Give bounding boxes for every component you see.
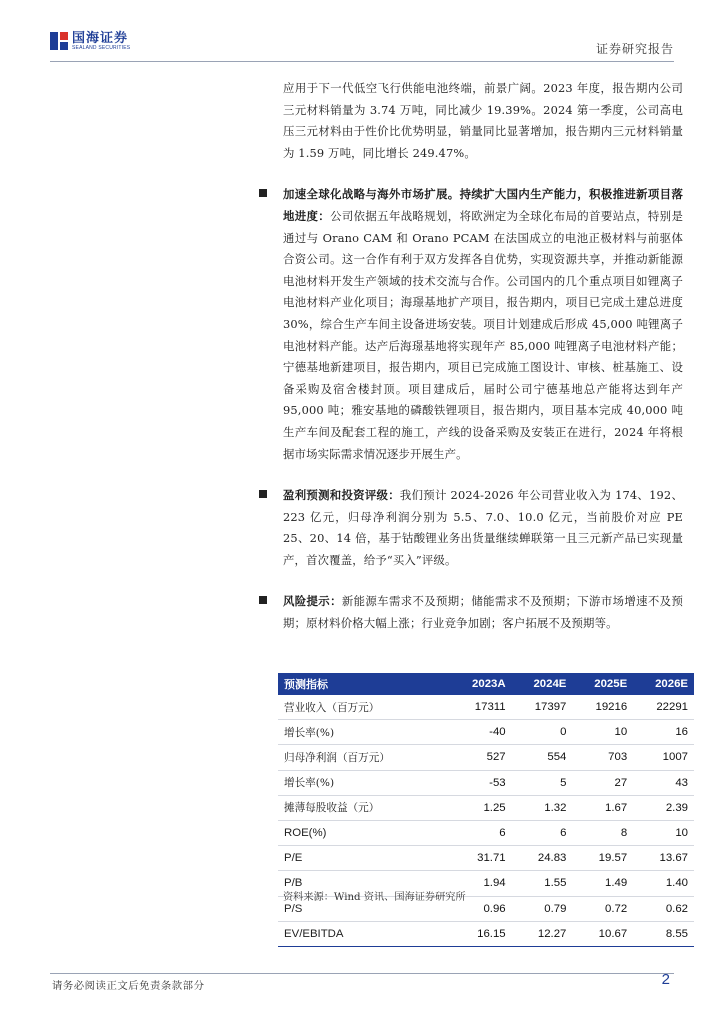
globalization-heading: 加速全球化战略与海外市场扩展。持续扩大国内生产能力，积极推进新项目落地进度： — [283, 187, 683, 223]
table-cell-value: 1.25 — [450, 795, 512, 820]
table-header-cell: 2024E — [512, 673, 573, 695]
bullet-globalization — [283, 184, 683, 465]
table-cell-value: 0.72 — [572, 896, 633, 921]
table-cell-value: 0.96 — [450, 896, 512, 921]
footer-disclaimer: 请务必阅读正文后免责条款部分 — [52, 980, 205, 992]
table-cell-value: 22291 — [633, 695, 694, 720]
table-cell-value: 703 — [572, 745, 633, 770]
globalization-text: 公司依据五年战略规划，将欧洲定为全球化布局的首要站点，特别是通过与 Orano CAM 和 Orano PCAM 在法国成立的电池正极材料与前驱体合资公司。这一合作有利于双方发挥各自优势，实现资源共享，并推动新能源电池材料开发生产领域的技术交流与合作。公司国内的几个重点项目如锂离子电池材料产业化项目；海璟基地扩产项目，报告期内，项目已完成土建总进度 30%，综合生产车间主设备进场安装。项目计划建成后形成 45,000 吨锂离子电池材料产能。达产后海璟基地将实现年产 85,000 吨锂离子电池材料产能；宁德基地新建项目，报告期内，项目已完成施工图设计、审核、桩基施工、设备采购及宿舍楼封顶。项目建成后，届时公司宁德基地总产能将达到年产 95,000 吨；雅安基地的磷酸铁锂项目，报告期内，项目基本完成 40,000 吨生产车间及配套工程的施工，产线的设备采购及安装正在进行，2024 年将根据市场实际需求情况逐步开展生产。 — [283, 208, 683, 461]
forecast-table-wrapper — [278, 673, 694, 947]
table-cell-value: 16 — [633, 720, 694, 745]
company-logo — [50, 30, 130, 52]
bullet-square-icon — [259, 596, 267, 604]
page-header — [50, 24, 674, 58]
table-cell-value: 31.71 — [450, 846, 512, 871]
table-cell-value: 10 — [633, 820, 694, 845]
report-type-label: 证券研究报告 — [595, 42, 674, 56]
footer-divider — [50, 973, 674, 974]
table-row — [278, 695, 694, 720]
bullet-risk — [283, 591, 683, 634]
logo-mark-icon — [50, 32, 68, 50]
table-row-label: ROE(%) — [278, 820, 450, 845]
table-row — [278, 770, 694, 795]
header-divider — [50, 61, 674, 62]
table-cell-value: 19216 — [572, 695, 633, 720]
table-row — [278, 846, 694, 871]
forecast-heading: 盈利预测和投资评级： — [283, 488, 400, 503]
table-cell-value: 16.15 — [450, 921, 512, 946]
table-cell-value: 8 — [572, 820, 633, 845]
table-cell-value: 10.67 — [572, 921, 633, 946]
table-cell-value: 1.67 — [572, 795, 633, 820]
paragraph-product-sales: 应用于下一代低空飞行供能电池终端，前景广阔。2023 年度，报告期内公司三元材料销量为 3.74 万吨，同比减少 19.39%。2024 第一季度，公司高电压三元材料由于性价比优势明显，销量同比显著增加，报告期内三元材料销量为 1.59 万吨，同比增长 249.47%。 — [283, 81, 683, 160]
table-cell-value: 0 — [512, 720, 573, 745]
table-cell-value: 1007 — [633, 745, 694, 770]
table-row-label: EV/EBITDA — [278, 921, 450, 946]
table-cell-value: 6 — [450, 820, 512, 845]
table-cell-value: 1.32 — [512, 795, 573, 820]
table-header-cell: 2023A — [450, 673, 512, 695]
table-row-label: P/S — [278, 896, 450, 921]
table-cell-value: 2.39 — [633, 795, 694, 820]
table-header-cell: 2026E — [633, 673, 694, 695]
table-cell-value: -40 — [450, 720, 512, 745]
table-cell-value: 6 — [512, 820, 573, 845]
table-row-label: 营业收入（百万元） — [278, 695, 450, 720]
table-row — [278, 921, 694, 946]
table-cell-value: 1.40 — [633, 871, 694, 896]
table-cell-value: 1.49 — [572, 871, 633, 896]
table-cell-value: 12.27 — [512, 921, 573, 946]
table-row-label: 增长率(%) — [278, 770, 450, 795]
table-header-row — [278, 673, 694, 695]
main-content — [283, 78, 683, 635]
forecast-table — [278, 673, 694, 947]
table-row — [278, 820, 694, 845]
table-cell-value: 19.57 — [572, 846, 633, 871]
table-cell-value: 1.55 — [512, 871, 573, 896]
table-header-cell: 2025E — [572, 673, 633, 695]
table-row-label: 增长率(%) — [278, 720, 450, 745]
paragraph-risk — [283, 591, 683, 634]
table-cell-value: 13.67 — [633, 846, 694, 871]
table-row-label: P/B — [278, 871, 450, 896]
paragraph-forecast — [283, 485, 683, 571]
table-cell-value: 554 — [512, 745, 573, 770]
table-cell-value: 527 — [450, 745, 512, 770]
table-cell-value: 10 — [572, 720, 633, 745]
forecast-text: 我们预计 2024-2026 年公司营业收入为 174、192、223 亿元，归母净利润分别为 5.5、7.0、10.0 亿元，当前股价对应 PE 25、20、14 倍，基于钴酸锂业务出货量继续蝉联第一且三元新产品已实现量产，首次覆盖，给予“买入”评级。 — [283, 488, 683, 567]
table-row — [278, 720, 694, 745]
table-cell-value: -53 — [450, 770, 512, 795]
table-cell-value: 17311 — [450, 695, 512, 720]
table-source-note: 资料来源：Wind 资讯、国海证券研究所 — [283, 892, 466, 903]
table-cell-value: 5 — [512, 770, 573, 795]
logo-english-name: SEALAND SECURITIES — [72, 44, 131, 51]
bullet-square-icon — [259, 189, 267, 197]
bullet-square-icon — [259, 490, 267, 498]
table-row-label: P/E — [278, 846, 450, 871]
table-cell-value: 24.83 — [512, 846, 573, 871]
table-cell-value: 8.55 — [633, 921, 694, 946]
table-cell-value: 0.79 — [512, 896, 573, 921]
table-row — [278, 795, 694, 820]
page-number: 2 — [661, 971, 670, 988]
risk-text: 新能源车需求不及预期；储能需求不及预期；下游市场增速不及预期；原材料价格大幅上涨；行业竞争加剧；客户拓展不及预期等。 — [283, 594, 683, 631]
table-row-label: 摊薄每股收益（元） — [278, 795, 450, 820]
bullet-forecast — [283, 485, 683, 571]
risk-heading: 风险提示： — [283, 594, 342, 609]
table-cell-value: 17397 — [512, 695, 573, 720]
table-cell-value: 43 — [633, 770, 694, 795]
table-header-cell: 预测指标 — [278, 673, 450, 695]
table-cell-value: 27 — [572, 770, 633, 795]
table-cell-value: 1.94 — [450, 871, 512, 896]
table-cell-value: 0.62 — [633, 896, 694, 921]
table-row-label: 归母净利润（百万元） — [278, 745, 450, 770]
logo-chinese-name: 国海证券 — [72, 30, 129, 46]
paragraph-globalization — [283, 184, 683, 465]
table-row — [278, 745, 694, 770]
